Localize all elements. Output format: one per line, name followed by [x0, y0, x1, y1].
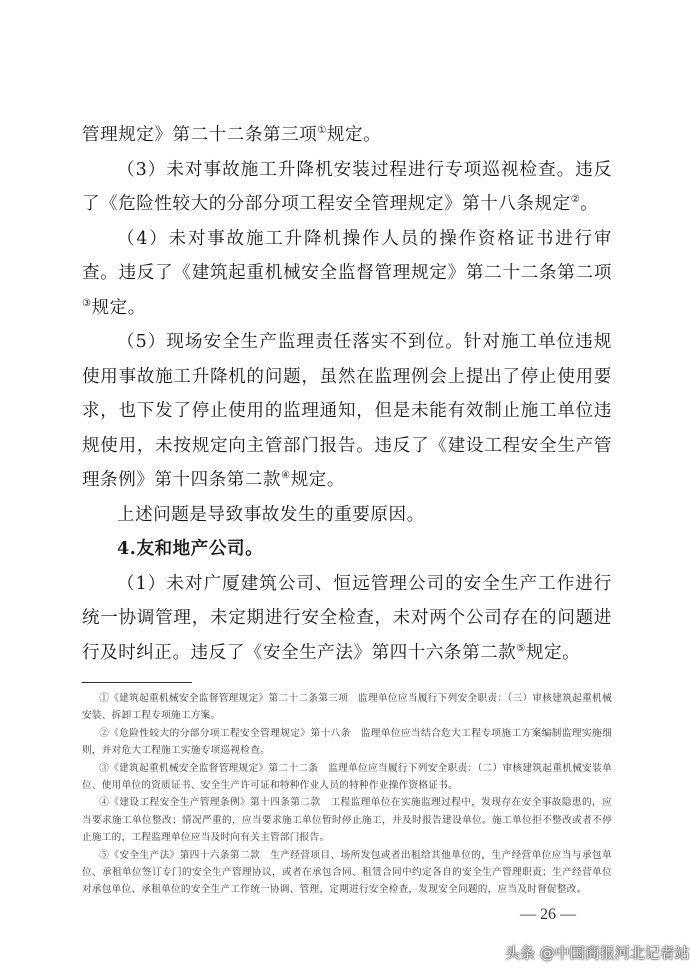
footnote-4: ④《建设工程安全生产管理条例》第十四条第二款 工程监理单位在实施监理过程中，发现存在安全事故隐患的，应当要求施工单位整改；情况严重的，应当要求施工单位暂时停止施工，并及时报告建设单位。施工单位拒不整改或者不停止施工的，工程监理单位应当及时向有关主管部门报告。 [82, 797, 612, 844]
paragraph-text: 。 [580, 194, 599, 214]
footnote-ref: ④ [281, 470, 291, 482]
paragraph-text: 管理规定》第二十二条第三项 [82, 125, 318, 145]
paragraph-text: （1）未对广厦建筑公司、恒远管理公司的安全生产工作进行统一协调管理，未定期进行安全检查，未对两个公司存在的问题进行及时纠正。违反了《安全生产法》第四十六条第二款 [82, 573, 612, 663]
paragraph-text: （4）未对事故施工升降机操作人员的操作资格证书进行审查。违反了《建筑起重机械安全监督管理规定》第二十二条第二项 [82, 228, 612, 283]
footnote-2: ②《危险性较大的分部分项工程安全管理规定》第十八条 监理单位应当结合危大工程专项施工方案编制监理实施细则，并对危大工程施工实施专项巡视检查。 [82, 727, 612, 757]
footnote-3: ③《建筑起重机械安全监督管理规定》第二十二条 监理单位应当履行下列安全职责：（二）审核建筑起重机械安装单位、使用单位的资质证书、安全生产许可证和特种作业人员的特种作业操作资格证书。 [82, 762, 612, 792]
footnote-separator [82, 682, 192, 683]
footnote-1: ①《建筑起重机械安全监督管理规定》第二十二条第三项 监理单位应当履行下列安全职责：（三）审核建筑起重机械安装、拆卸工程专项施工方案。 [82, 693, 612, 722]
paragraph-6 [82, 532, 612, 567]
watermark: 头条 @中国商报河北记者站 [505, 944, 690, 962]
paragraph-7 [82, 567, 612, 671]
paragraph-2 [82, 153, 612, 222]
paragraph-5 [82, 498, 612, 533]
paragraph-3 [82, 222, 612, 326]
footnotes [82, 690, 612, 899]
paragraph-text: 规定。 [326, 125, 382, 145]
footnote-ref: ③ [82, 297, 92, 309]
footnote-5: ⑤《安全生产法》第四十六条第二款 生产经营项目、场所发包或者出租给其他单位的，生产经营单位应当与承包单位、承租单位签订专门的安全生产管理协议，或者在承包合同、租赁合同中约定各自的安全生产管理职责；生产经营单位对承包单位、承租单位的安全生产工作统一协调、管理，定期进行安全检查，发现安全问题的，应当及时督促整改。 [82, 849, 612, 896]
paragraph-1 [82, 118, 612, 153]
paragraph-text: 规定。 [290, 470, 345, 490]
paragraph-text: （3）未对事故施工升降机安装过程进行专项巡视检查。违反了《危险性较大的分部分项工程安全管理规定》第十八条规定 [82, 159, 612, 214]
body-text [82, 118, 612, 670]
paragraph-4 [82, 325, 612, 498]
paragraph-text: 规定。 [91, 297, 146, 318]
footnote-ref: ① [317, 125, 327, 137]
footnote-ref: ② [570, 194, 581, 206]
footnote-ref: ⑤ [516, 642, 526, 654]
paragraph-text: （5）现场安全生产监理责任落实不到位。针对施工单位违规使用事故施工升降机的问题，虽然在监理例会上提出了停止使用要求，也下发了停止使用的监理通知，但是未能有效制止施工单位违规使用，未按规定向主管部门报告。违反了《建设工程安全生产管理条例》第十四条第二款 [82, 332, 612, 490]
paragraph-text: 上述问题是导致事故发生的重要原因。 [117, 504, 425, 525]
paragraph-text: 4.友和地产公司。 [117, 539, 264, 559]
paragraph-text: 规定。 [525, 642, 581, 663]
page-number: — 26 — [520, 906, 576, 923]
